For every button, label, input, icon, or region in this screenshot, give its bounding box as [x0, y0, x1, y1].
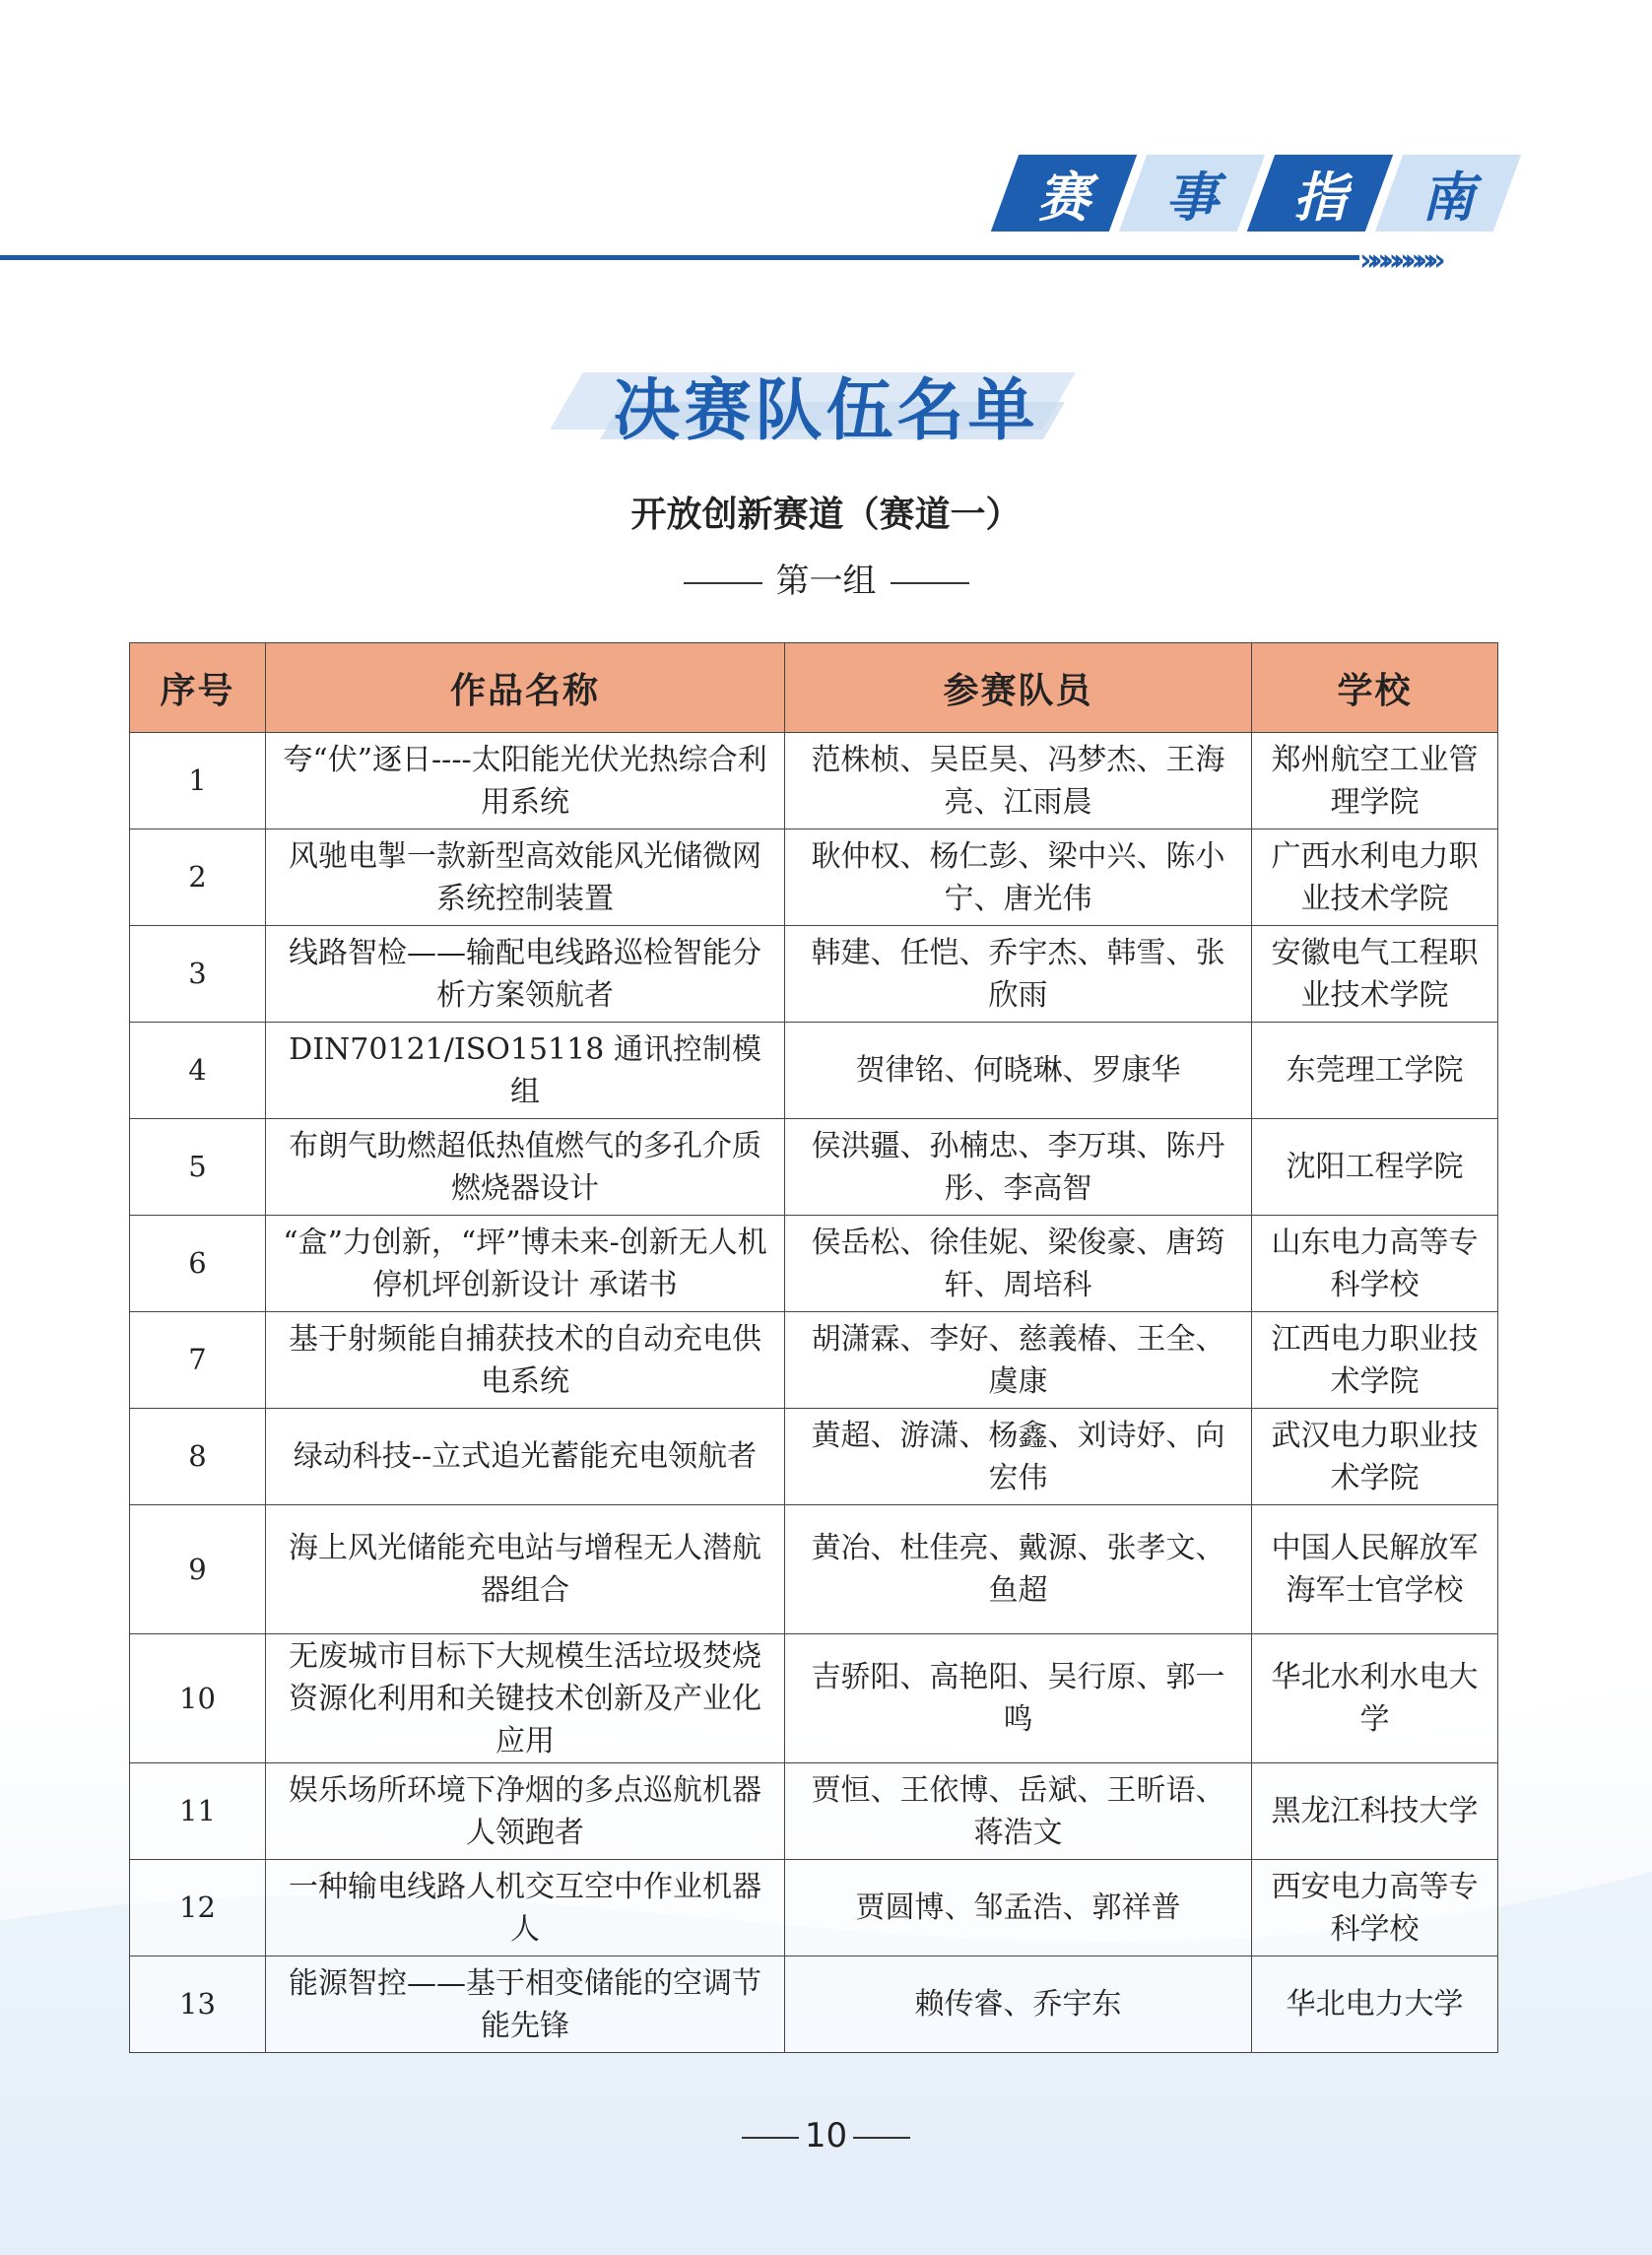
row-title: 能源智控——基于相变储能的空调节能先锋 [266, 1957, 785, 2053]
badge-3: 指 [1247, 155, 1393, 232]
row-title: 娱乐场所环境下净烟的多点巡航机器人领跑者 [266, 1763, 785, 1860]
table-row [130, 1119, 1498, 1216]
header-title: 作品名称 [266, 643, 785, 733]
row-no: 10 [130, 1634, 266, 1763]
row-school: 西安电力高等专科学校 [1252, 1860, 1498, 1957]
row-title: 夸“伏”逐日----太阳能光伏光热综合利用系统 [266, 733, 785, 829]
chevron-arrows-icon: »»»»»»» [1359, 243, 1438, 278]
table-row [130, 1216, 1498, 1312]
row-school: 安徽电气工程职业技术学院 [1252, 926, 1498, 1023]
table-row [130, 1312, 1498, 1409]
row-no: 5 [130, 1119, 266, 1216]
row-title: 风驰电掣一款新型高效能风光储微网系统控制装置 [266, 829, 785, 926]
table-header-row [130, 643, 1498, 733]
dash-left [684, 582, 762, 584]
row-no: 7 [130, 1312, 266, 1409]
row-no: 4 [130, 1023, 266, 1119]
page-number [0, 2116, 1652, 2156]
row-title: “盒”力创新，“坪”博未来-创新无人机停机坪创新设计 承诺书 [266, 1216, 785, 1312]
row-school: 沈阳工程学院 [1252, 1119, 1498, 1216]
row-members: 贺律铭、何晓琳、罗康华 [785, 1023, 1252, 1119]
row-members: 赖传睿、乔宇东 [785, 1957, 1252, 2053]
group-text: 第一组 [775, 562, 877, 601]
row-school: 华北水利水电大学 [1252, 1634, 1498, 1763]
row-no: 2 [130, 829, 266, 926]
row-no: 6 [130, 1216, 266, 1312]
row-school: 广西水利电力职业技术学院 [1252, 829, 1498, 926]
header-no: 序号 [130, 643, 266, 733]
row-school: 东莞理工学院 [1252, 1023, 1498, 1119]
table-row [130, 1957, 1498, 2053]
row-school: 郑州航空工业管理学院 [1252, 733, 1498, 829]
row-school: 中国人民解放军海军士官学校 [1252, 1505, 1498, 1634]
table-row [130, 1763, 1498, 1860]
row-title: 一种输电线路人机交互空中作业机器人 [266, 1860, 785, 1957]
row-no: 8 [130, 1409, 266, 1505]
row-members: 侯洪疆、孙楠忠、李万琪、陈丹彤、李高智 [785, 1119, 1252, 1216]
row-title: 线路智检——输配电线路巡检智能分析方案领航者 [266, 926, 785, 1023]
row-no: 9 [130, 1505, 266, 1634]
page-number-text: 10 [804, 2116, 848, 2156]
row-title: 基于射频能自捕获技术的自动充电供电系统 [266, 1312, 785, 1409]
row-no: 12 [130, 1860, 266, 1957]
row-members: 吉骄阳、高艳阳、吴行原、郭一鸣 [785, 1634, 1252, 1763]
row-members: 侯岳松、徐佳妮、梁俊豪、唐筠轩、周培科 [785, 1216, 1252, 1312]
badge-2: 事 [1119, 155, 1265, 232]
row-title: 绿动科技--立式追光蓄能充电领航者 [266, 1409, 785, 1505]
row-school: 黑龙江科技大学 [1252, 1763, 1498, 1860]
header-rule [0, 255, 1359, 260]
row-title: 布朗气助燃超低热值燃气的多孔介质燃烧器设计 [266, 1119, 785, 1216]
row-members: 胡潇霖、李好、慈義椿、王全、虞康 [785, 1312, 1252, 1409]
row-no: 11 [130, 1763, 266, 1860]
row-school: 武汉电力职业技术学院 [1252, 1409, 1498, 1505]
badge-4: 南 [1375, 155, 1521, 232]
row-title: DIN70121/ISO15118 通讯控制模组 [266, 1023, 785, 1119]
header-school: 学校 [1252, 643, 1498, 733]
dash-right [891, 582, 969, 584]
table-row [130, 1023, 1498, 1119]
row-members: 韩建、任恺、乔宇杰、韩雪、张欣雨 [785, 926, 1252, 1023]
table-row [130, 1505, 1498, 1634]
badge-1: 赛 [991, 155, 1137, 232]
finalists-table [129, 642, 1498, 2053]
row-members: 贾恒、王依博、岳斌、王昕语、蒋浩文 [785, 1763, 1252, 1860]
section-badges [1005, 155, 1507, 232]
table-row [130, 926, 1498, 1023]
row-members: 贾圆博、邹孟浩、郭祥普 [785, 1860, 1252, 1957]
table-row [130, 733, 1498, 829]
page-title: 决赛队伍名单 [613, 372, 1039, 450]
row-no: 3 [130, 926, 266, 1023]
table-row [130, 829, 1498, 926]
row-members: 耿仲权、杨仁彭、梁中兴、陈小宁、唐光伟 [785, 829, 1252, 926]
track-subtitle: 开放创新赛道（赛道一） [630, 495, 1022, 535]
row-school: 华北电力大学 [1252, 1957, 1498, 2053]
table-row [130, 1409, 1498, 1505]
row-school: 江西电力职业技术学院 [1252, 1312, 1498, 1409]
row-no: 13 [130, 1957, 266, 2053]
dash-right [853, 2137, 910, 2139]
row-title: 海上风光储能充电站与增程无人潜航器组合 [266, 1505, 785, 1634]
row-school: 山东电力高等专科学校 [1252, 1216, 1498, 1312]
header-members: 参赛队员 [785, 643, 1252, 733]
table-row [130, 1860, 1498, 1957]
row-members: 黄超、游潇、杨鑫、刘诗妤、向宏伟 [785, 1409, 1252, 1505]
row-title: 无废城市目标下大规模生活垃圾焚烧资源化利用和关键技术创新及产业化应用 [266, 1634, 785, 1763]
group-label [0, 554, 1652, 602]
dash-left [742, 2137, 799, 2139]
row-members: 范株桢、吴臣昊、冯梦杰、王海亮、江雨晨 [785, 733, 1252, 829]
row-members: 黄冶、杜佳亮、戴源、张孝文、鱼超 [785, 1505, 1252, 1634]
table-row [130, 1634, 1498, 1763]
row-no: 1 [130, 733, 266, 829]
